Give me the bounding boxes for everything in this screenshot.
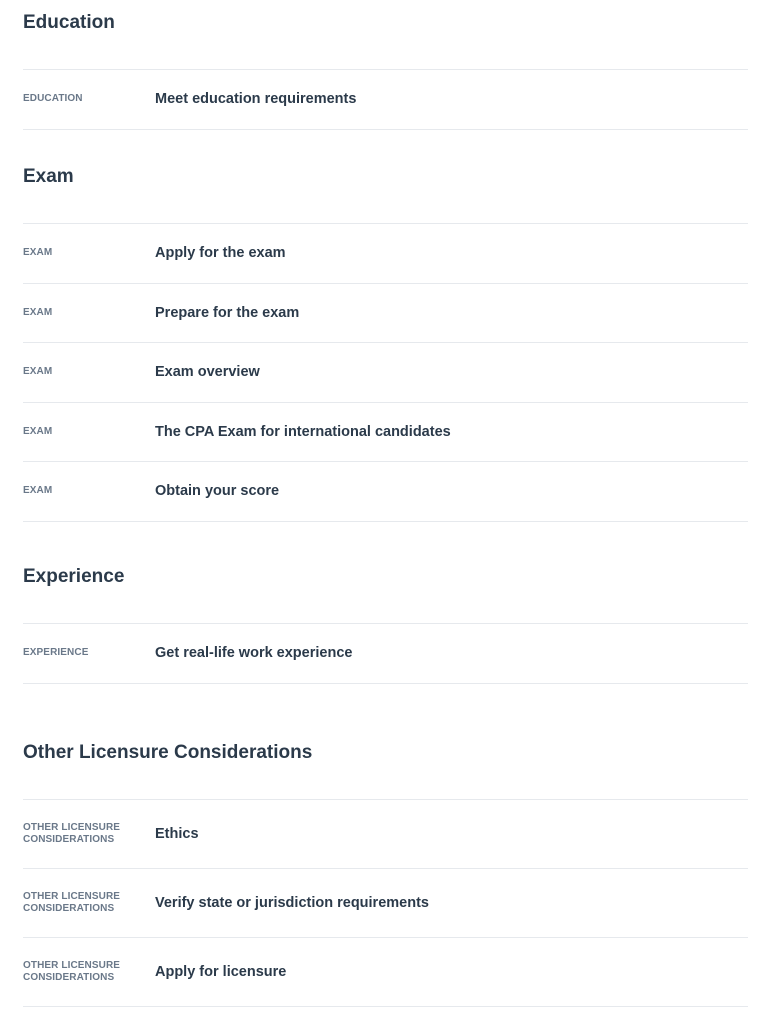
section-list [23,69,748,130]
section-other-licensure [23,742,748,983]
section-title: Experience [23,566,125,587]
category-tag: EXAM [23,306,53,318]
list-item[interactable] [23,403,748,463]
list-item[interactable] [23,343,748,403]
category-tag: OTHER LICENSURE CONSIDERATIONS [23,960,121,983]
section-list [23,799,748,1007]
section-list [23,223,748,522]
item-link[interactable]: Obtain your score [155,483,280,500]
category-tag: EDUCATION [23,93,83,105]
item-link[interactable]: Apply for the exam [155,245,286,262]
category-tag: OTHER LICENSURE CONSIDERATIONS [23,891,121,914]
section-title: Exam [23,166,74,187]
section-exam [23,166,748,500]
item-link[interactable]: Exam overview [155,364,260,381]
item-link[interactable]: Meet education requirements [155,91,357,108]
list-item[interactable] [23,624,748,684]
section-title: Other Licensure Considerations [23,742,313,763]
list-item[interactable] [23,284,748,344]
section-title: Education [23,12,115,33]
category-tag: EXAM [23,366,53,378]
list-item[interactable] [23,462,748,522]
item-link[interactable]: Verify state or jurisdiction requirements [155,895,429,911]
section-list [23,623,748,684]
item-link[interactable]: Get real-life work experience [155,645,353,662]
category-tag: EXAM [23,485,53,497]
list-item[interactable] [23,800,748,869]
item-link[interactable]: The CPA Exam for international candidates [155,423,451,440]
item-link[interactable]: Apply for licensure [155,964,287,980]
section-education [23,12,748,108]
category-tag: EXPERIENCE [23,647,89,659]
section-experience [23,566,748,662]
item-link[interactable]: Prepare for the exam [155,304,300,321]
category-tag: OTHER LICENSURE CONSIDERATIONS [23,822,121,845]
list-item[interactable] [23,70,748,130]
category-tag: EXAM [23,247,53,259]
list-item[interactable] [23,224,748,284]
item-link[interactable]: Ethics [155,826,199,842]
category-tag: EXAM [23,425,53,437]
list-item[interactable] [23,938,748,1007]
list-item[interactable] [23,869,748,938]
